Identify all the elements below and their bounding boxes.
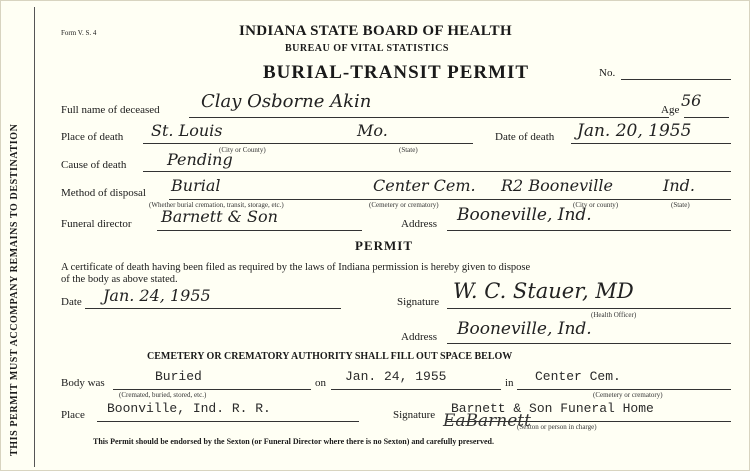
cemetery-value: Center Cem. xyxy=(373,176,476,195)
method-caption: (Whether burial cremation, transit, storage, etc.) xyxy=(149,201,284,209)
sexton-signature-label: Signature xyxy=(393,409,436,421)
sexton-handwritten-signature: EaBarnett xyxy=(443,411,531,431)
footer-note: This Permit should be endorsed by the Sexton (or Funeral Director where there is no Sexton) and carefully preserved. xyxy=(93,437,494,446)
place-city: St. Louis xyxy=(151,121,223,140)
cemetery-heading: CEMETERY OR CREMATORY AUTHORITY SHALL FILL OUT SPACE BELOW xyxy=(147,351,513,362)
place-death-label: Place of death xyxy=(61,131,124,143)
cem-city-value: R2 Booneville xyxy=(501,176,613,195)
permit-address-value: Booneville, Ind. xyxy=(457,319,592,339)
place-label: Place xyxy=(61,409,85,421)
side-divider xyxy=(34,7,35,467)
place-state: Mo. xyxy=(357,121,388,140)
number-label: No. xyxy=(599,67,616,79)
method-label: Method of disposal xyxy=(61,187,146,199)
agency-name: INDIANA STATE BOARD OF HEALTH xyxy=(239,23,512,39)
date-death-value: Jan. 20, 1955 xyxy=(577,121,692,141)
deceased-label: Full name of deceased xyxy=(61,104,160,116)
cem-city-caption: (City or county) xyxy=(573,201,619,209)
sexton-signature-value: Barnett & Son Funeral Home xyxy=(451,401,654,416)
permit-heading: PERMIT xyxy=(355,238,413,253)
in-value: Center Cem. xyxy=(535,369,621,384)
body-was-caption: (Cremated, buried, stored, etc.) xyxy=(119,391,207,399)
bureau-name: BUREAU OF VITAL STATISTICS xyxy=(285,43,449,54)
address-value: Booneville, Ind. xyxy=(457,205,592,225)
place-value: Boonville, Ind. R. R. xyxy=(107,401,271,416)
in-caption: (Cemetery or crematory) xyxy=(593,391,663,399)
permit-signature-label: Signature xyxy=(397,296,440,308)
on-label: on xyxy=(315,377,326,389)
date-death-label: Date of death xyxy=(495,131,555,143)
cem-state-caption: (State) xyxy=(671,201,690,209)
side-notice: THIS PERMIT MUST ACCOMPANY REMAINS TO DESTINATION xyxy=(9,123,20,456)
state-caption: (State) xyxy=(399,146,418,154)
permit-address-label: Address xyxy=(401,331,438,343)
deceased-name: Clay Osborne Akin xyxy=(201,91,372,112)
form-number: Form V. S. 4 xyxy=(61,29,97,37)
age-label: Age xyxy=(661,104,680,116)
permit-date-value: Jan. 24, 1955 xyxy=(103,286,211,305)
permit-text-2: of the body as above stated. xyxy=(61,274,178,285)
permit-text-1: A certificate of death having been filed as required by the laws of Indiana permission is hereby given to dispose xyxy=(61,262,531,273)
body-was-value: Buried xyxy=(155,369,202,384)
permit-signature-value: W. C. Stauer, MD xyxy=(453,279,634,303)
cemetery-caption: (Cemetery or crematory) xyxy=(369,201,439,209)
director-label: Funeral director xyxy=(61,218,132,230)
address-label: Address xyxy=(401,218,438,230)
director-value: Barnett & Son xyxy=(161,207,278,226)
sexton-caption: (Sexton or person in charge) xyxy=(517,423,597,431)
cause-label: Cause of death xyxy=(61,159,127,171)
in-label: in xyxy=(505,377,514,389)
permit-title: BURIAL-TRANSIT PERMIT xyxy=(263,62,530,83)
body-was-label: Body was xyxy=(61,377,105,389)
city-caption: (City or County) xyxy=(219,146,266,154)
health-officer-caption: (Health Officer) xyxy=(591,311,637,319)
method-value: Burial xyxy=(171,176,221,195)
cem-state-value: Ind. xyxy=(663,176,695,195)
number-line xyxy=(621,79,731,80)
age-value: 56 xyxy=(681,91,702,110)
on-value: Jan. 24, 1955 xyxy=(345,369,447,384)
permit-date-label: Date xyxy=(61,296,82,308)
cause-value: Pending xyxy=(167,150,233,169)
